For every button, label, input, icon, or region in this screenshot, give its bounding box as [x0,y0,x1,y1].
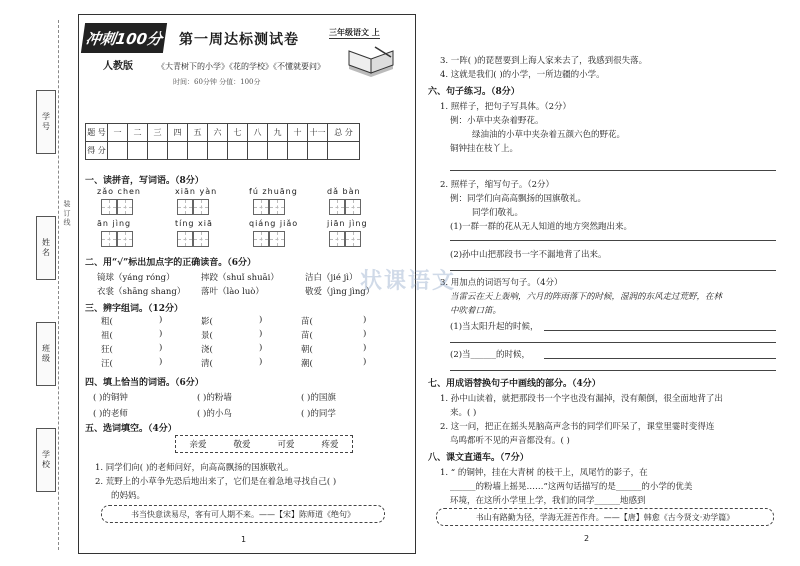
word-choice: 疼爱 [321,440,339,450]
question-text: 1. 孙中山读着，就把那段书一个字也没有漏掉，没有颠倒，很全面地背了出 [440,394,723,404]
quote-text: 书当快意读易尽，客有可人期不来。——【宋】陈师道《绝句》 [131,509,355,519]
question-text: 1. 照样子，把句子写具体。（2分） [440,102,571,112]
answer-line[interactable] [450,240,776,241]
bracket-close: ) [159,343,163,353]
bracket-close: ) [259,343,263,353]
bracket-close: ) [363,329,367,339]
pinyin: dǎ bàn [327,187,361,196]
name-label: 姓名 [41,238,51,258]
class-box[interactable] [36,322,56,386]
school-box[interactable] [36,428,56,492]
fill-item[interactable]: ( )的小鸟 [197,409,232,419]
section3-title: 三、辨字组词。（12分） [85,304,184,314]
pronunciation-item[interactable]: 落叶（lào luò） [201,287,264,297]
section4-title: 四、填上恰当的词语。（6分） [85,378,204,388]
word-item[interactable]: 祖( [101,331,113,341]
score-value-row [86,142,360,160]
bracket-close: ) [363,315,367,325]
answer-line[interactable] [450,170,776,171]
word-item[interactable]: 景( [201,331,213,341]
edition-label: 人教版 [103,61,133,72]
time-score-meta: 时间：60分钟 分值：100分 [173,78,261,86]
word-item[interactable]: 潮( [301,359,313,369]
exam-header [83,23,411,91]
score-input[interactable] [268,142,288,160]
passage-text: 中吹着口笛。 [450,306,502,316]
writing-grid[interactable] [177,231,209,247]
question-text[interactable]: 3. 一阵( )的琵琶要到上海人家来去了，我感到很失落。 [440,56,648,66]
question-text[interactable]: 4. 这就是我们( )的小学，一所边疆的小学。 [440,70,605,80]
word-item[interactable]: 清( [201,359,213,369]
section6-title: 六、句子练习。（8分） [428,87,520,97]
word-item[interactable]: 苗( [301,331,313,341]
example-text: 例：小草中夹杂着野花。 [450,116,544,126]
class-label: 班级 [41,344,51,364]
writing-grid[interactable] [177,199,209,215]
writing-grid[interactable] [329,231,361,247]
page-number: 2 [584,534,590,543]
writing-grid[interactable] [101,199,133,215]
word-item[interactable]: 粗( [101,317,113,327]
question-text: (2)孙中山把那段书一字不漏地背了出来。 [450,250,607,260]
school-label: 学校 [41,450,51,470]
example-text: 绿油油的小草中夹杂着五颜六色的野花。 [472,130,626,140]
fill-item[interactable]: ( )的国旗 [301,393,336,403]
question-text: 铜钟挂在枝丫上。 [450,144,519,154]
pinyin: zǎo chen [97,187,141,196]
answer-line[interactable] [450,270,776,271]
grade-tag: 三年级语文 上 [329,27,380,37]
fill-item[interactable]: ( )的同学 [301,409,336,419]
question-text: 2. 这一问，把正在摇头晃脑高声念书的同学们吓呆了，课堂里霎时变得连 [440,422,715,432]
student-id-box[interactable] [36,90,56,154]
writing-grid[interactable] [101,231,133,247]
bracket-close: ) [259,357,263,367]
score-input[interactable] [228,142,248,160]
bracket-close: ) [259,315,263,325]
question-text[interactable]: 环境，在这所小学里上学，我们的同学______地感到 [450,496,646,506]
answer-line[interactable] [450,342,776,343]
name-box[interactable] [36,216,56,280]
writing-grid[interactable] [253,199,285,215]
pinyin: tíng xiā [175,219,213,228]
score-cell: 七 [228,124,248,142]
fill-item[interactable]: ( )的粉墙 [197,393,232,403]
score-cell: 十 [288,124,308,142]
binding-margin [0,0,76,566]
score-input[interactable] [128,142,148,160]
page-right [424,14,782,554]
word-item[interactable]: 朝( [301,345,313,355]
pronunciation-item[interactable]: 镜球（yáng róng） [97,273,175,283]
pinyin: fú zhuāng [249,187,298,196]
quote-box [436,508,774,526]
section5-title: 五、选词填空。（4分） [85,424,177,434]
score-cell: 二 [128,124,148,142]
pinyin: ān jìng [97,219,132,228]
score-cell: 一 [108,124,128,142]
bracket-close: ) [363,343,367,353]
score-cell: 五 [188,124,208,142]
question-text[interactable]: 1. “ 的铜钟，挂在大青树 的枝干上，凤尾竹的影子，在 [440,468,648,478]
score-cell: 八 [248,124,268,142]
word-choice: 可爱 [277,440,295,450]
word-item[interactable]: 浇( [201,345,213,355]
word-item[interactable]: 汪( [101,359,113,369]
page-number: 1 [241,535,247,544]
writing-grid[interactable] [329,199,361,215]
word-item[interactable]: 狂( [101,345,113,355]
score-cell: 题 号 [86,124,108,142]
pronunciation-item[interactable]: 衣裳（shāng shang） [97,287,186,297]
cut-line [58,20,59,550]
score-cell: 四 [168,124,188,142]
word-item[interactable]: 苗( [301,317,313,327]
score-input[interactable] [188,142,208,160]
question-text: 2. 照样子，缩写句子。（2分） [440,180,554,190]
answer-line[interactable] [544,358,776,359]
pinyin: xiān yàn [175,187,218,196]
section8-title: 八、课文直通车。（7分） [428,453,529,463]
question-text[interactable]: ______的粉墙上摇晃……”这两句话描写的是______的小学的优美 [450,482,693,492]
question-text[interactable]: 2. 荒野上的小草争先恐后地出来了，它们是在着急地寻找自己( ) [95,477,337,487]
pronunciation-item[interactable]: 洁白（jié jì） [305,273,358,283]
quote-box [101,505,385,523]
pinyin: qiáng jiǎo [249,219,299,228]
word-choice: 敬爱 [233,440,251,450]
pronunciation-item[interactable]: 敬爱（jìng jìng） [305,287,375,297]
question-text: (2)当______的时候， [450,350,531,360]
score-table [85,123,360,160]
score-input[interactable] [148,142,168,160]
fill-item[interactable]: ( )的铜钟 [93,393,128,403]
question-text[interactable]: 1. 同学们向( )的老师问好，向高高飘扬的国旗敬礼。 [95,463,294,473]
score-input[interactable] [108,142,128,160]
bracket-close: ) [159,315,163,325]
exam-title: 第一周达标测试卷 [179,32,299,48]
question-text: (1)一群一群的花从无人知道的地方突然跑出来。 [450,222,633,232]
score-cell: 六 [208,124,228,142]
score-cell: 十一 [308,124,328,142]
bracket-close: ) [159,329,163,339]
brand-logo: 冲刺100分 [81,23,167,53]
question-text[interactable]: 来。( ) [450,408,477,418]
passage-text: 当雷云在天上轰响，六月的阵雨落下的时候，湿润的东风走过荒野，在林 [450,292,723,302]
score-input[interactable] [208,142,228,160]
bracket-close: ) [159,357,163,367]
question-text[interactable]: 鸟鸣都听不见的声音都没有。( ) [450,436,570,446]
score-input[interactable] [308,142,328,160]
example-text: 同学们敬礼。 [472,208,524,218]
quote-text: 书山有路勤为径，学海无涯苦作舟。——【唐】韩愈《古今贤文·劝学篇》 [475,512,735,522]
student-id-label: 学号 [41,112,51,132]
score-input[interactable] [168,142,188,160]
score-cell: 总 分 [328,124,360,142]
word-item[interactable]: 影( [201,317,213,327]
section2-title: 二、用“√”标出加点字的正确读音。（6分） [85,258,257,268]
section1-title: 一、读拼音，写词语。（8分） [85,176,204,186]
score-cell: 得 分 [86,142,108,160]
pinyin: jiān jìng [327,219,368,228]
score-input[interactable] [288,142,308,160]
bracket-close: ) [363,357,367,367]
cut-text: 装 订 线 [63,200,71,226]
answer-line[interactable] [450,370,776,371]
question-text: 3. 用加点的词语写句子。（4分） [440,278,563,288]
book-icon [345,43,397,77]
score-input[interactable] [328,142,360,160]
example-text: 例：同学们向高高飘扬的国旗敬礼。 [450,194,587,204]
score-cell: 九 [268,124,288,142]
question-text: 的妈妈。 [111,491,146,501]
section7-title: 七、用成语替换句子中画线的部分。（4分） [428,379,601,389]
question-text: (1)当太阳升起的时候， [450,322,539,332]
fill-item[interactable]: ( )的老师 [93,409,128,419]
score-cell: 三 [148,124,168,142]
word-choice-box [175,435,353,453]
watermark-text: 状课语文 [360,269,457,294]
word-choice: 亲爱 [189,440,207,450]
score-input[interactable] [248,142,268,160]
score-header-row [86,124,360,142]
pronunciation-item[interactable]: 摔跤（shuǐ shuāi） [201,273,279,283]
writing-grid[interactable] [253,231,285,247]
exam-subtitle: 《大青树下的小学》《花的学校》《不懂就要问》 [157,62,325,71]
bracket-close: ) [259,329,263,339]
answer-line[interactable] [544,330,776,331]
